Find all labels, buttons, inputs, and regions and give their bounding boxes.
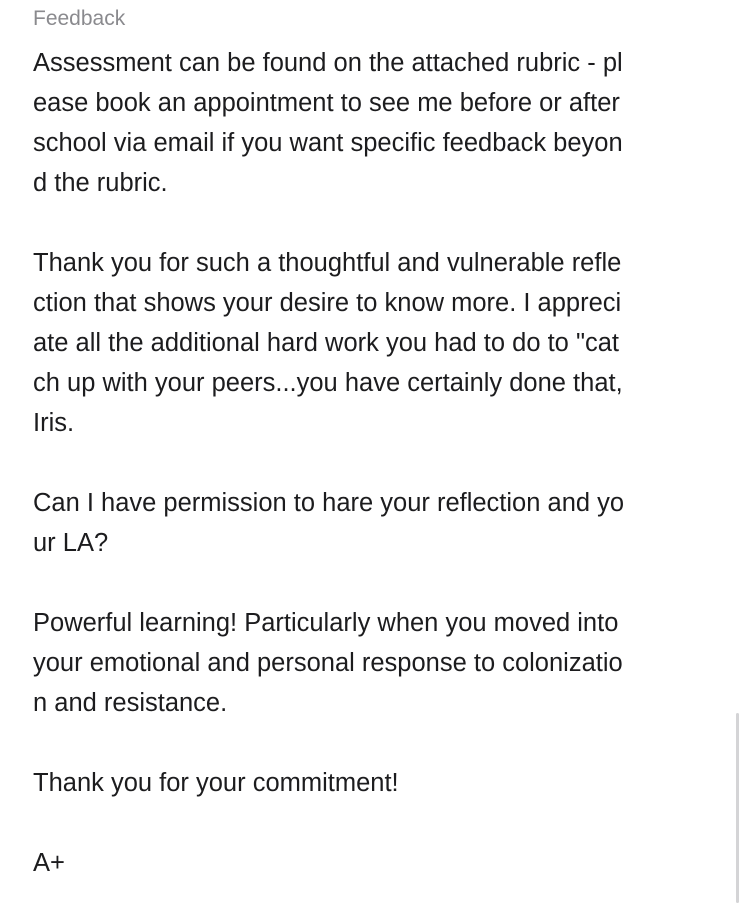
feedback-line: school via email if you want specific feedback beyon: [33, 129, 623, 157]
feedback-line: your emotional and personal response to colonizatio: [33, 649, 623, 677]
paragraph-gap: [33, 443, 624, 483]
feedback-paragraph-learning: [33, 603, 624, 723]
feedback-section-label: Feedback: [33, 7, 126, 30]
paragraph-gap: [33, 723, 624, 763]
feedback-line: Assessment can be found on the attached rubric - pl: [33, 49, 623, 77]
scrollbar[interactable]: [736, 713, 739, 903]
feedback-line: Can I have permission to hare your reflection and yo: [33, 489, 625, 517]
feedback-line: Iris.: [33, 409, 75, 437]
feedback-line: Thank you for your commitment!: [33, 769, 399, 797]
feedback-grade: [33, 843, 624, 883]
feedback-line: Powerful learning! Particularly when you moved into: [33, 609, 619, 637]
paragraph-gap: [33, 563, 624, 603]
feedback-line: Thank you for such a thoughtful and vulnerable refle: [33, 249, 622, 277]
grade-value: A+: [33, 849, 65, 877]
feedback-paragraph-thanks: [33, 763, 624, 803]
feedback-line: ate all the additional hard work you had to do to "cat: [33, 329, 620, 357]
feedback-paragraph-reflection: [33, 243, 624, 443]
feedback-line: ch up with your peers...you have certainly done that,: [33, 369, 623, 397]
feedback-line: n and resistance.: [33, 689, 228, 717]
feedback-line: d the rubric.: [33, 169, 168, 197]
feedback-line: ur LA?: [33, 529, 109, 557]
feedback-line: ease book an appointment to see me before or after: [33, 89, 620, 117]
paragraph-gap: [33, 203, 624, 243]
paragraph-gap: [33, 803, 624, 843]
feedback-paragraph-assessment: [33, 43, 624, 203]
feedback-body: [33, 43, 624, 883]
feedback-paragraph-permission: [33, 483, 624, 563]
feedback-line: ction that shows your desire to know more. I appreci: [33, 289, 622, 317]
